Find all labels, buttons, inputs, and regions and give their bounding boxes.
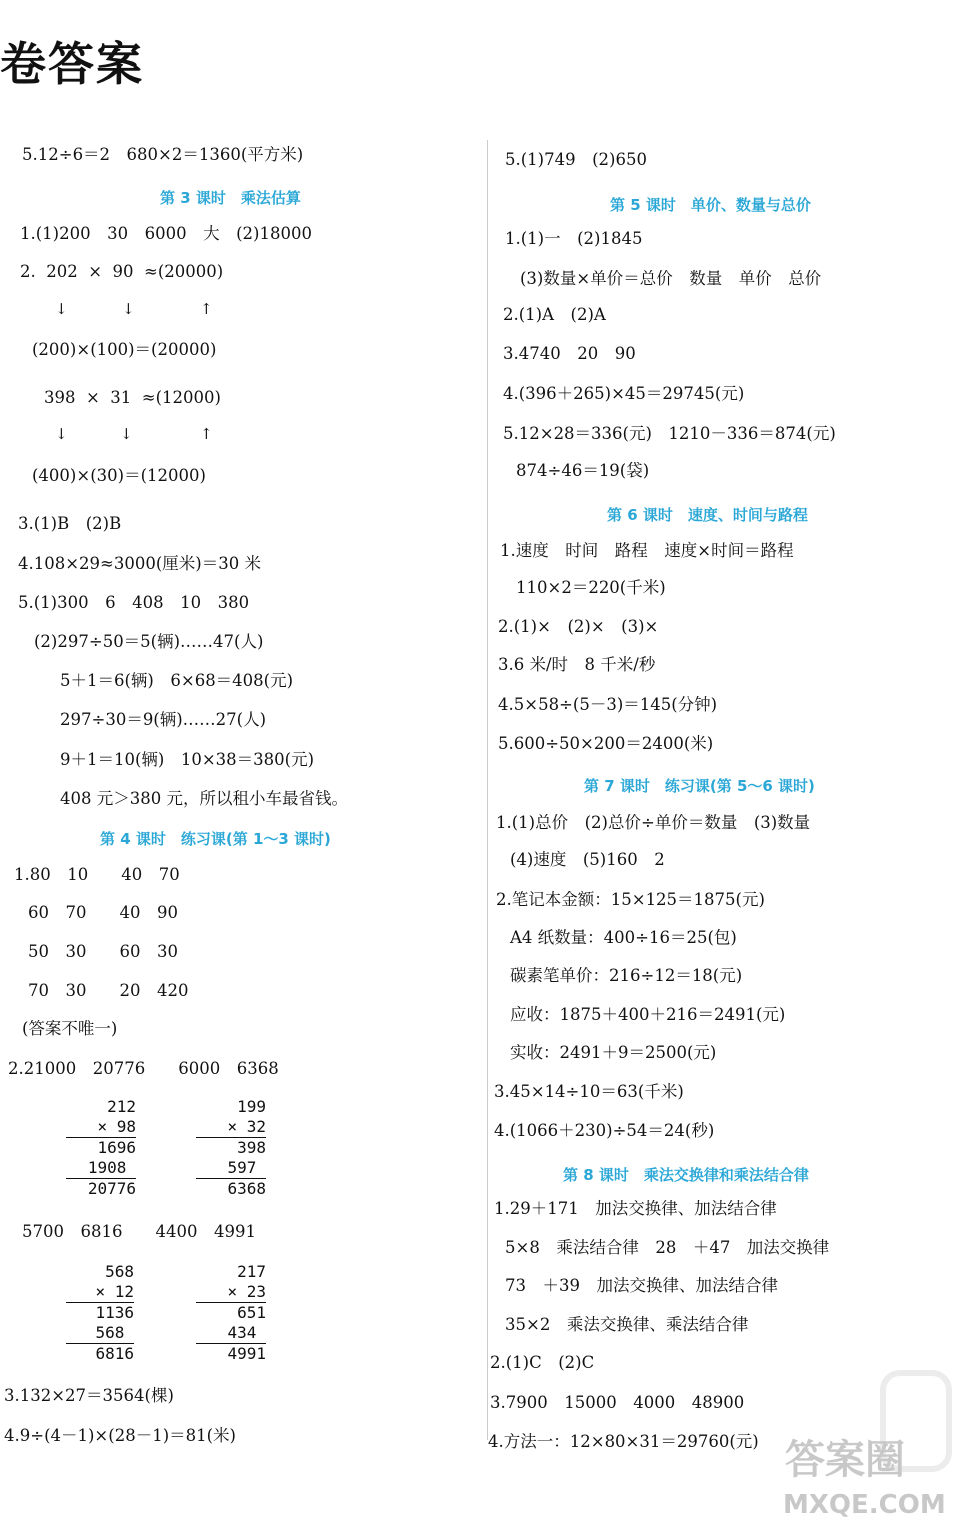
watermark-logo: 答案圈 — [785, 1437, 905, 1483]
answer-line: 4.5×58÷(5－3)＝145(分钟) — [498, 695, 718, 714]
answer-line: 5×8 乘法结合律 28 ＋47 加法交换律 — [505, 1238, 830, 1257]
answer-line: 408 元＞380 元，所以租小车最省钱。 — [60, 789, 348, 808]
answer-line: 3.45×14÷10＝63(千米) — [494, 1082, 684, 1101]
answer-line: 5＋1＝6(辆) 6×68＝408(元) — [60, 671, 294, 690]
answer-line: 35×2 乘法交换律、乘法结合律 — [505, 1315, 749, 1334]
column-divider — [487, 140, 488, 1440]
answer-line: 4.108×29≈3000(厘米)＝30 米 — [18, 554, 261, 573]
answer-line: 4.方法一：12×80×31＝29760(元) — [488, 1432, 759, 1451]
answer-line: 1.(1)200 30 6000 大 (2)18000 — [20, 224, 312, 243]
section-title: 第 3 课时 乘法估算 — [160, 189, 301, 207]
answer-line: 3.(1)B (2)B — [18, 514, 122, 533]
answer-line: 60 70 40 90 — [28, 903, 178, 922]
answer-line: A4 纸数量：400÷16＝25(包) — [510, 928, 737, 947]
answer-line: 1.(1)总价 (2)总价÷单价＝数量 (3)数量 — [496, 813, 811, 832]
answer-line: 110×2＝220(千米) — [516, 578, 666, 597]
vertical-multiplication: 568 × 12 1136 568 6816 — [66, 1262, 134, 1364]
answer-line: 实收：2491＋9＝2500(元) — [510, 1043, 717, 1062]
section-title: 第 7 课时 练习课(第 5～6 课时) — [584, 777, 815, 795]
vertical-multiplication: 212 × 98 1696 1908 20776 — [66, 1097, 136, 1199]
answer-line: 398 × 31 ≈(12000) — [44, 388, 221, 407]
answer-line: 应收：1875＋400＋216＝2491(元) — [510, 1005, 786, 1024]
answer-line: 4.(396＋265)×45＝29745(元) — [503, 384, 745, 403]
down-arrow-icon: ↓ — [122, 300, 135, 318]
answer-line: 73 ＋39 加法交换律、加法结合律 — [505, 1276, 778, 1295]
answer-line: 3.7900 15000 4000 48900 — [490, 1393, 745, 1412]
answer-line: 3.6 米/时 8 千米/秒 — [498, 655, 656, 674]
answer-line: 5.600÷50×200＝2400(米) — [498, 734, 714, 753]
answer-line: 874÷46＝19(袋) — [516, 461, 650, 480]
answer-line: (4)速度 (5)160 2 — [510, 850, 665, 869]
page-header: 卷答案 — [0, 37, 144, 91]
down-arrow-icon: ↓ — [55, 300, 68, 318]
answer-line: 70 30 20 420 — [28, 981, 189, 1000]
answer-line: (2)297÷50＝5(辆)……47(人) — [34, 632, 264, 651]
answer-line: 297÷30＝9(辆)……27(人) — [60, 710, 267, 729]
answer-line: 5.(1)749 (2)650 — [505, 150, 647, 169]
section-title: 第 6 课时 速度、时间与路程 — [607, 506, 808, 524]
answer-line: 4.9÷(4－1)×(28－1)＝81(米) — [4, 1426, 236, 1445]
answer-line: 5.(1)300 6 408 10 380 — [18, 593, 250, 612]
answer-line: 9＋1＝10(辆) 10×38＝380(元) — [60, 750, 315, 769]
answer-line: 4.(1066＋230)÷54＝24(秒) — [494, 1121, 715, 1140]
answer-line: 2. 202 × 90 ≈(20000) — [20, 262, 224, 281]
answer-line: 碳素笔单价：216÷12＝18(元) — [510, 966, 743, 985]
answer-line: 1.29＋171 加法交换律、加法结合律 — [494, 1199, 777, 1218]
answer-line: 2.(1)A (2)A — [503, 305, 606, 324]
answer-line: 3.4740 20 90 — [503, 344, 636, 363]
answer-line: (400)×(30)＝(12000) — [32, 466, 206, 485]
down-arrow-icon: ↓ — [55, 425, 68, 443]
up-arrow-icon: ↑ — [200, 425, 213, 443]
answer-line: 5700 6816 4400 4991 — [22, 1222, 256, 1241]
answer-line: (200)×(100)＝(20000) — [32, 340, 217, 359]
answer-line: 2.(1)C (2)C — [490, 1353, 595, 1372]
answer-line: 5.12×28＝336(元) 1210－336＝874(元) — [503, 424, 836, 443]
answer-line: (3)数量×单价＝总价 数量 单价 总价 — [520, 269, 822, 288]
watermark-url: MXQE.COM — [783, 1490, 946, 1520]
answer-line: 1.(1)一 (2)1845 — [505, 229, 643, 248]
section-title: 第 5 课时 单价、数量与总价 — [610, 196, 811, 214]
answer-note: (答案不唯一) — [22, 1019, 118, 1038]
answer-line: 1.速度 时间 路程 速度×时间＝路程 — [500, 541, 794, 560]
answer-line: 2.(1)× (2)× (3)× — [498, 617, 659, 636]
answer-line: 2.21000 20776 6000 6368 — [8, 1059, 279, 1078]
down-arrow-icon: ↓ — [120, 425, 133, 443]
answer-line: 5.12÷6＝2 680×2＝1360(平方米) — [22, 145, 304, 164]
vertical-multiplication: 199 × 32 398 597 6368 — [196, 1097, 266, 1199]
answer-line: 2.笔记本金额：15×125＝1875(元) — [496, 890, 765, 909]
section-title: 第 8 课时 乘法交换律和乘法结合律 — [563, 1166, 809, 1184]
up-arrow-icon: ↑ — [200, 300, 213, 318]
section-title: 第 4 课时 练习课(第 1～3 课时) — [100, 830, 331, 848]
answer-line: 3.132×27＝3564(棵) — [4, 1386, 174, 1405]
answer-line: 1.80 10 40 70 — [14, 865, 180, 884]
answer-line: 50 30 60 30 — [28, 942, 178, 961]
vertical-multiplication: 217 × 23 651 434 4991 — [196, 1262, 266, 1364]
